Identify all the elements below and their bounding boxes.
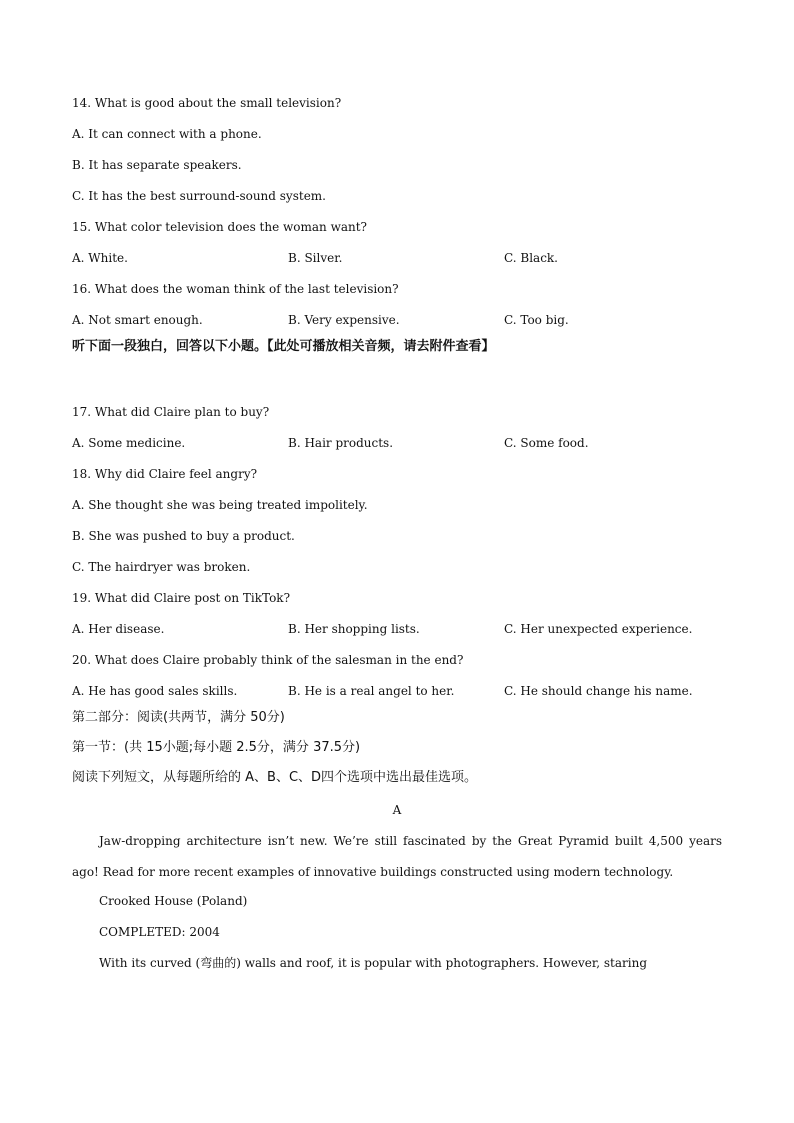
question-16-option-a: A. Not smart enough. [72, 313, 203, 327]
exam-page [72, 96, 722, 970]
question-18-option-b: B. She was pushed to buy a product. [72, 529, 295, 543]
building-description: With its curved (弯曲的) walls and roof, it is popular with photographers. However, staring [99, 956, 647, 970]
building-name: Crooked House (Poland) [99, 894, 248, 908]
question-15-option-c: C. Black. [504, 251, 558, 265]
question-14-option-c: C. It has the best surround-sound system. [72, 189, 326, 203]
question-19-stem: 19. What did Claire post on TikTok? [72, 591, 291, 605]
monologue-instruction: 听下面一段独白，回答以下小题。【此处可播放相关音频，请去附件查看】 [72, 339, 495, 354]
section1-heading: 第一节：(共 15小题;每小题 2.5分，满分 37.5分) [72, 740, 361, 755]
question-15-option-b: B. Silver. [288, 251, 343, 265]
question-17-stem: 17. What did Claire plan to buy? [72, 405, 270, 419]
passage-intro: Jaw-dropping architecture isn’t new. We’re still fascinated by the Great Pyramid built 4,500 years ago! Read for more recent examples of innovative buildings constructed using modern technology. [72, 834, 722, 879]
question-17-options [72, 436, 722, 450]
question-18-option-c: C. The hairdryer was broken. [72, 560, 251, 574]
question-17-option-b: B. Hair products. [288, 436, 394, 450]
question-14-option-b: B. It has separate speakers. [72, 158, 242, 172]
part2-heading: 第二部分：阅读(共两节，满分 50分) [72, 710, 285, 725]
passage-label: A [392, 803, 402, 817]
question-20-option-b: B. He is a real angel to her. [288, 684, 455, 698]
building-completed: COMPLETED: 2004 [99, 925, 220, 939]
question-19-options [72, 622, 722, 636]
question-19-option-c: C. Her unexpected experience. [504, 622, 693, 636]
question-17-option-a: A. Some medicine. [72, 436, 186, 450]
question-18-stem: 18. Why did Claire feel angry? [72, 467, 258, 481]
question-18-option-a: A. She thought she was being treated impolitely. [72, 498, 368, 512]
question-20-option-c: C. He should change his name. [504, 684, 693, 698]
question-19-option-b: B. Her shopping lists. [288, 622, 420, 636]
question-15-options [72, 251, 722, 265]
question-20-stem: 20. What does Claire probably think of the salesman in the end? [72, 653, 464, 667]
question-15-option-a: A. White. [72, 251, 128, 265]
question-17-option-c: C. Some food. [504, 436, 589, 450]
question-16-option-c: C. Too big. [504, 313, 569, 327]
question-16-option-b: B. Very expensive. [288, 313, 400, 327]
question-20-option-a: A. He has good sales skills. [72, 684, 238, 698]
question-15-stem: 15. What color television does the woman want? [72, 220, 367, 234]
question-14-stem: 14. What is good about the small television? [72, 96, 342, 110]
reading-instruction: 阅读下列短文，从每题所给的 A、B、C、D四个选项中选出最佳选项。 [72, 770, 478, 785]
question-16-options [72, 313, 722, 327]
question-14-option-a: A. It can connect with a phone. [72, 127, 262, 141]
question-20-options [72, 684, 722, 698]
question-19-option-a: A. Her disease. [72, 622, 165, 636]
question-16-stem: 16. What does the woman think of the last television? [72, 282, 399, 296]
